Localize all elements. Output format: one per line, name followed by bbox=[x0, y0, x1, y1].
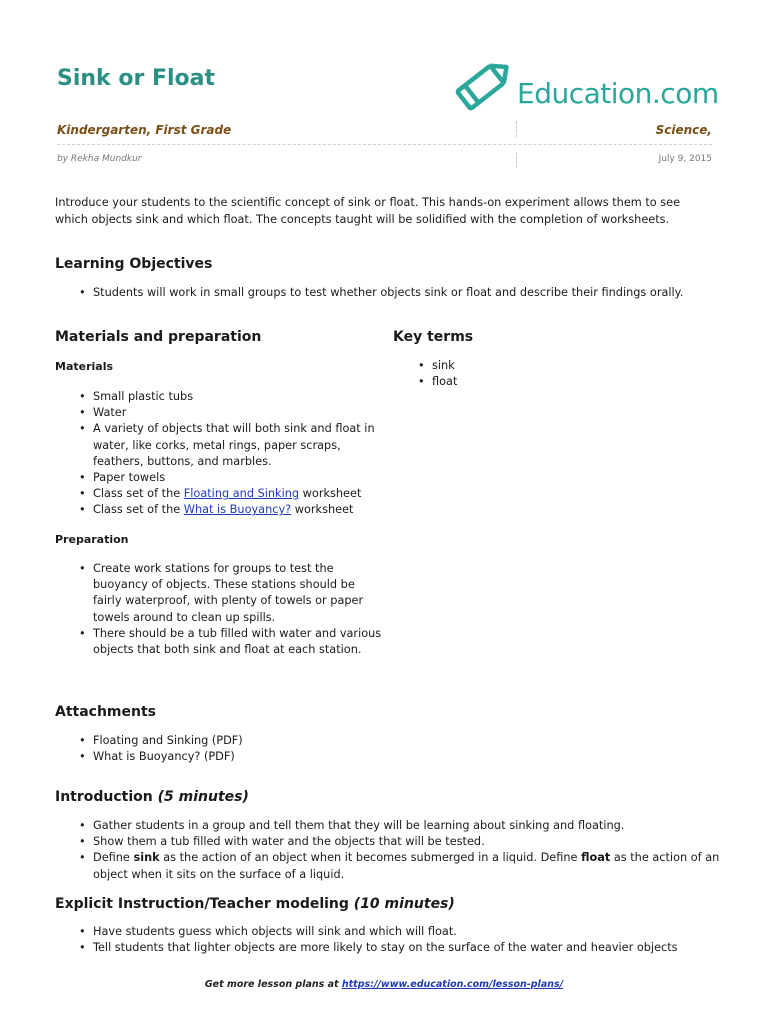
subject: Science, bbox=[655, 123, 712, 137]
introduction-list bbox=[55, 818, 735, 883]
attachments-list bbox=[55, 733, 455, 765]
preparation-subheading: Preparation bbox=[55, 533, 129, 546]
list-item: • Have students guess which objects will sink and which will float. bbox=[55, 924, 735, 940]
lesson-plans-link[interactable]: https://www.education.com/lesson-plans/ bbox=[341, 979, 564, 990]
materials-list bbox=[55, 389, 385, 519]
what-is-buoyancy-worksheet-link[interactable]: What is Buoyancy? bbox=[183, 503, 292, 517]
publish-date: July 9, 2015 bbox=[658, 154, 712, 164]
list-item: • Water bbox=[55, 405, 385, 421]
meta-divider bbox=[516, 121, 517, 137]
education-com-logo[interactable] bbox=[455, 55, 719, 115]
list-item-text: as the action of an object when it sits on the surface of a liquid. bbox=[93, 851, 720, 881]
explicit-instruction-heading bbox=[55, 896, 455, 912]
list-item: • Floating and Sinking (PDF) bbox=[55, 733, 455, 749]
bold-term-float: float bbox=[581, 851, 611, 865]
preparation-list bbox=[55, 561, 385, 658]
list-item-text: worksheet bbox=[291, 503, 354, 517]
intro-paragraph: Introduce your students to the scientific concept of sink or float. This hands-on experiment allows them to see which objects sink and which float. The concepts taught will be solidified with the completion of worksheets. bbox=[55, 196, 681, 226]
list-item-text: as the action of an object when it becomes submerged in a liquid. Define bbox=[159, 851, 582, 865]
list-item: • Tell students that lighter objects are more likely to stay on the surface of the water and heavier objects bbox=[55, 940, 735, 956]
key-terms-list bbox=[417, 358, 617, 390]
footer-text: Get more lesson plans at bbox=[204, 979, 342, 990]
list-item: • Show them a tub filled with water and the objects that will be tested. bbox=[55, 834, 735, 850]
list-item: • Paper towels bbox=[55, 470, 385, 486]
list-item: • sink bbox=[417, 358, 617, 374]
section-duration: (10 minutes) bbox=[353, 896, 455, 912]
grade-levels: Kindergarten, First Grade bbox=[57, 123, 232, 137]
list-item bbox=[55, 502, 385, 518]
materials-subheading: Materials bbox=[55, 360, 114, 373]
list-item: • Create work stations for groups to test the buoyancy of objects. These stations should be fairly waterproof, with plenty of towels or paper towels around to clean up spills. bbox=[55, 561, 385, 626]
list-item: • Small plastic tubs bbox=[55, 389, 385, 405]
section-heading-text: Explicit Instruction/Teacher modeling bbox=[55, 896, 349, 912]
materials-preparation-heading: Materials and preparation bbox=[55, 329, 262, 345]
header-divider bbox=[57, 144, 712, 145]
page-title: Sink or Float bbox=[57, 66, 216, 91]
logo-wordmark: Education.com bbox=[517, 77, 719, 110]
list-item-text: Class set of the bbox=[93, 487, 184, 501]
learning-objectives-list bbox=[55, 285, 735, 301]
list-item: • A variety of objects that will both sink and float in water, like corks, metal rings, paper scraps, feathers, buttons, and marbles. bbox=[55, 421, 385, 470]
list-item-text: worksheet bbox=[299, 487, 362, 501]
footer bbox=[0, 979, 768, 990]
explicit-instruction-list bbox=[55, 924, 735, 956]
meta-divider bbox=[516, 152, 517, 168]
list-item: • Students will work in small groups to test whether objects sink or float and describe their findings orally. bbox=[55, 285, 735, 301]
learning-objectives-heading: Learning Objectives bbox=[55, 256, 213, 272]
attachments-heading: Attachments bbox=[55, 704, 157, 720]
list-item bbox=[55, 486, 385, 502]
list-item bbox=[55, 850, 735, 882]
list-item-text: Define bbox=[93, 851, 134, 865]
section-heading-text: Introduction bbox=[55, 789, 153, 805]
section-duration: (5 minutes) bbox=[157, 789, 249, 805]
floating-and-sinking-worksheet-link[interactable]: Floating and Sinking bbox=[183, 487, 300, 501]
pencil-logo-icon bbox=[455, 55, 517, 113]
introduction-heading bbox=[55, 789, 249, 805]
list-item-text: Class set of the bbox=[93, 503, 184, 517]
author: by Rekha Mundkur bbox=[57, 154, 142, 164]
list-item: • float bbox=[417, 374, 617, 390]
key-terms-heading: Key terms bbox=[393, 329, 474, 345]
list-item: • What is Buoyancy? (PDF) bbox=[55, 749, 455, 765]
bold-term-sink: sink bbox=[133, 851, 160, 865]
list-item: • There should be a tub filled with water and various objects that both sink and float at each station. bbox=[55, 626, 385, 658]
list-item: • Gather students in a group and tell them that they will be learning about sinking and floating. bbox=[55, 818, 735, 834]
